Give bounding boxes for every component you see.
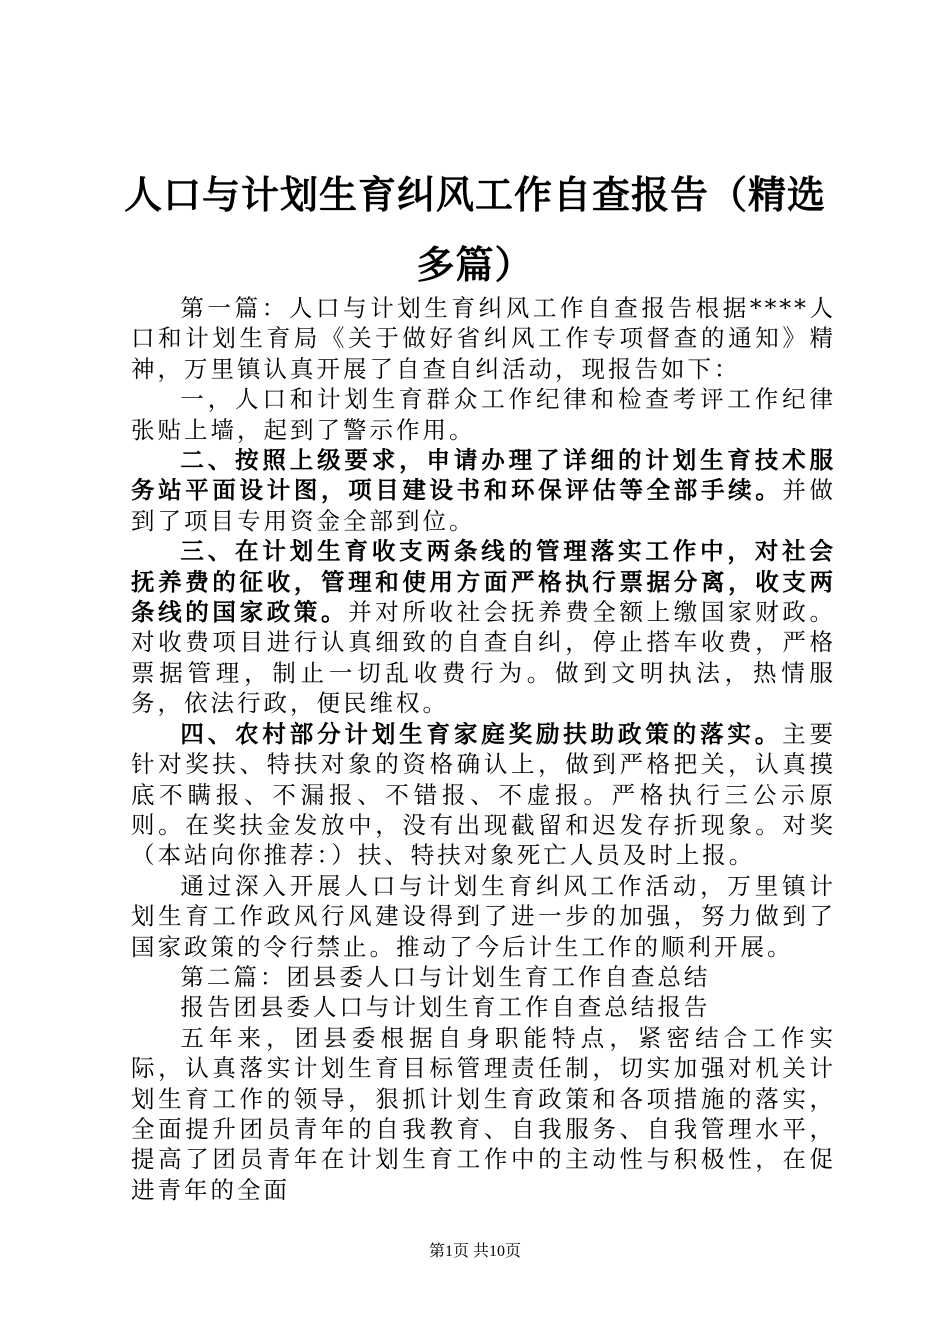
paragraph-7 [131,962,836,992]
paragraph-1 [131,293,836,384]
paragraph-text: 并对所收社会抚养费全额上缴国家财政。对收费项目进行认真细致的自查自纠，停止搭车收费，严格票据管理，制止一切乱收费行为。做到文明执法，热情服务，依法行政，便民维权。 [131,598,837,718]
paragraph-bold-lead: 二、按照上级要求，申请办理了详细的计划生育技术服务站平面设计图，项目建设书和环保评估等全部手续。 [131,446,836,505]
paragraph-text: 并做到了项目专用资金全部到位。 [131,476,836,535]
paragraph-bold-lead: 三、在计划生育收支两条线的管理落实工作中，对社会抚养费的征收，管理和使用方面严格执行票据分离，收支两条线的国家政策。 [131,537,836,627]
paragraph-4 [131,536,836,718]
paragraph-3 [131,445,836,536]
page-number-footer: 第1页 共10页 [428,1243,521,1260]
paragraph-text: 一，人口和计划生育群众工作纪律和检查考评工作纪律张贴上墙，起到了警示作用。 [131,385,836,444]
document-body [131,293,836,1205]
paragraph-2 [131,384,836,445]
paragraph-5 [131,719,836,871]
paragraph-text: 五年来，团县委根据自身职能特点，紧密结合工作实际，认真落实计划生育目标管理责任制，切实加强对机关计划生育工作的领导，狠抓计划生育政策和各项措施的落实，全面提升团员青年的自我教育、自我服务、自我管理水平，提高了团员青年在计划生育工作中的主动性与积极性，在促进青年的全面 [131,1023,836,1204]
paragraph-8 [131,992,836,1022]
paragraph-text: 第二篇：团县委人口与计划生育工作自查总结 [180,962,711,991]
paragraph-6 [131,871,836,962]
paragraph-text: 第一篇：人口与计划生育纠风工作自查报告根据****人口和计划生育局《关于做好省纠风工作专项督查的通知》精神，万里镇认真开展了自查自纠活动，现报告如下： [131,294,836,383]
document-title: 人口与计划生育纠风工作自查报告（精选多篇） [123,172,826,287]
paragraph-text: 报告团县委人口与计划生育工作自查总结报告 [180,993,711,1022]
paragraph-9 [131,1023,836,1205]
paragraph-bold-lead: 四、农村部分计划生育家庭奖励扶助政策的落实。 [180,719,783,748]
paragraph-text: 通过深入开展人口与计划生育纠风工作活动，万里镇计划生育工作政风行风建设得到了进一步的加强，努力做到了国家政策的令行禁止。推动了今后计生工作的顺利开展。 [131,871,836,961]
paragraph-text: 主要针对奖扶、特扶对象的资格确认上，做到严格把关，认真摸底不瞒报、不漏报、不错报、不虚报。严格执行三公示原则。在奖扶金发放中，没有出现截留和迟发存折现象。对奖（本站向你推荐：）扶、特扶对象死亡人员及时上报。 [131,719,837,870]
